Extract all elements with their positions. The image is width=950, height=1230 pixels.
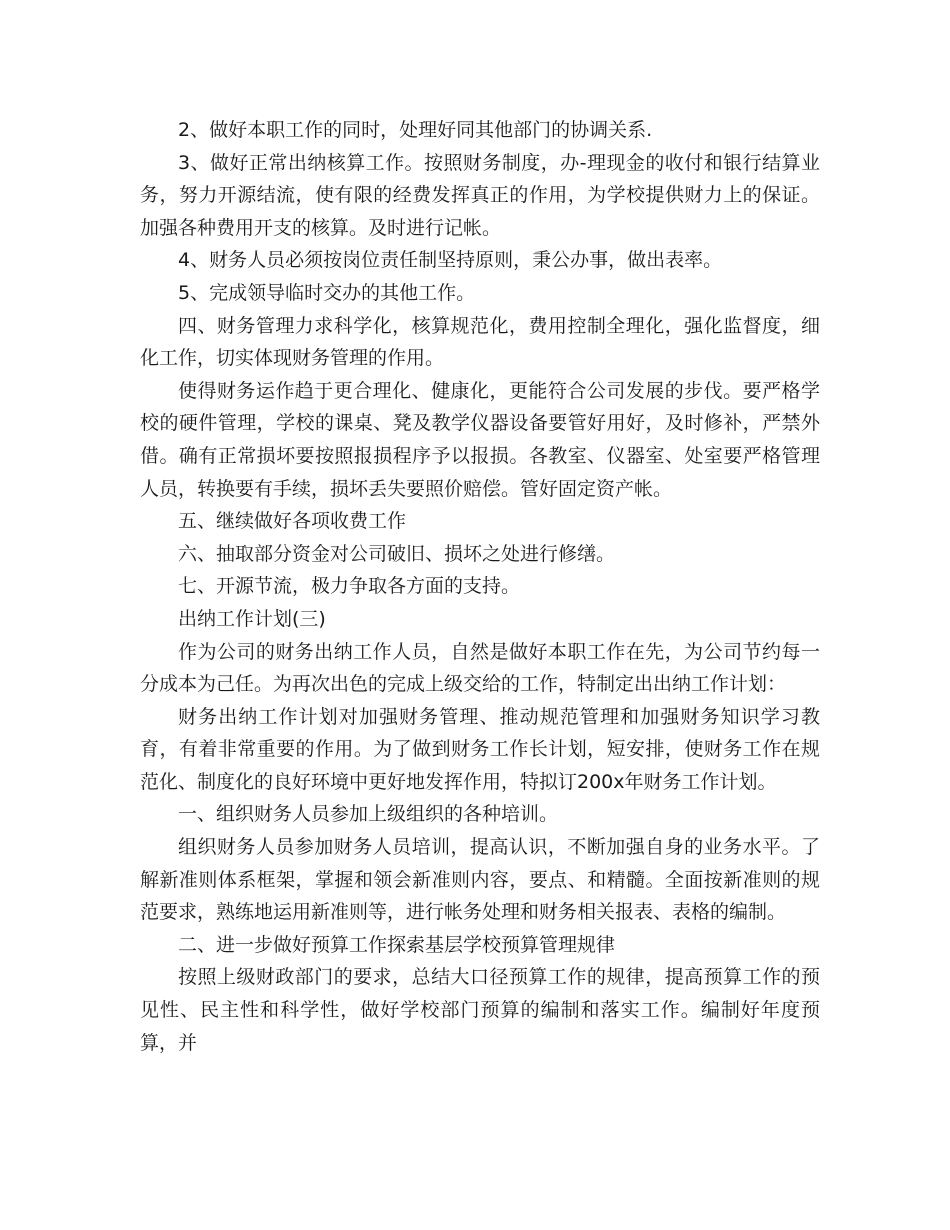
section-heading-1: 一、组织财务人员参加上级组织的各种培训。 (178, 803, 559, 826)
paragraph-item-3: 3、做好正常出纳核算工作。按照财务制度，办-理现金的收付和银行结算业务，努力开源结流，使有限的经费发挥真正的作用，为学校提供财力上的保证。加强各种费用开支的核算。及时进行记帐。 (140, 151, 820, 239)
document-subtitle: 出纳工作计划(三) (178, 607, 326, 630)
paragraph-item-4: 4、财务人员必须按岗位责任制坚持原则，秉公办事，做出表率。 (178, 249, 723, 272)
paragraph-body: 财务出纳工作计划对加强财务管理、推动规范管理和加强财务知识学习教育，有着非常重要的作用。为了做到财务工作长计划，短安排，使财务工作在规范化、制度化的良好环境中更好地发挥作用，特拟订200x年财务工作计划。 (140, 705, 820, 793)
section-heading-2: 二、进一步做好预算工作探索基层学校预算管理规律 (178, 933, 616, 956)
section-heading-6: 六、抽取部分资金对公司破旧、损坏之处进行修缮。 (178, 542, 616, 565)
paragraph-item-2: 2、做好本职工作的同时，处理好同其他部门的协调关系. (178, 119, 653, 141)
paragraph-body: 按照上级财政部门的要求，总结大口径预算工作的规律，提高预算工作的预见性、民主性和科学性，做好学校部门预算的编制和落实工作。编制好年度预算，并 (140, 966, 820, 1054)
section-heading-7: 七、开源节流，极力争取各方面的支持。 (178, 575, 521, 598)
section-heading-4: 四、财务管理力求科学化，核算规范化，费用控制全理化，强化监督度，细化工作，切实体现财务管理的作用。 (140, 314, 820, 370)
section-heading-5: 五、继续做好各项收费工作 (178, 510, 407, 533)
paragraph-intro: 作为公司的财务出纳工作人员，自然是做好本职工作在先，为公司节约每一分成本为己任。为再次出色的完成上级交给的工作，特制定出出纳工作计划： (140, 640, 820, 696)
document-body (140, 114, 820, 1059)
paragraph-item-5: 5、完成领导临时交办的其他工作。 (178, 281, 476, 304)
paragraph-body: 组织财务人员参加财务人员培训，提高认识，不断加强自身的业务水平。了解新准则体系框架，掌握和领会新准则内容，要点、和精髓。全面按新准则的规范要求，熟练地运用新准则等，进行帐务处理和财务相关报表、表格的编制。 (140, 836, 820, 924)
paragraph-body: 使得财务运作趋于更合理化、健康化，更能符合公司发展的步伐。要严格学校的硬件管理，学校的课桌、凳及教学仪器设备要管好用好，及时修补，严禁外借。确有正常损坏要按照报损程序予以报损。各教室、仪器室、处室要严格管理人员，转换要有手续，损坏丢失要照价赔偿。管好固定资产帐。 (140, 379, 820, 500)
